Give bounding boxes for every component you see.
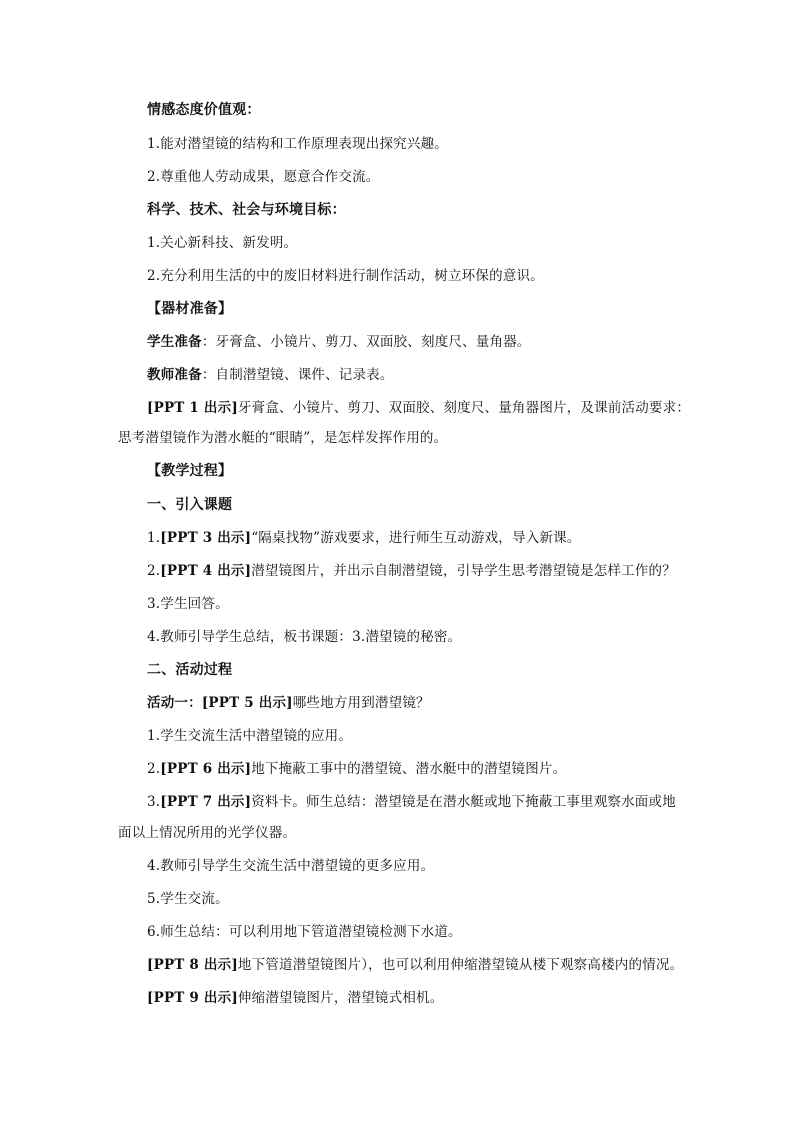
paragraph-ppt3: [147, 529, 581, 547]
paragraph: 6.师生总结：可以利用地下管道潜望镜检测下水道。: [147, 924, 462, 940]
ppt-tag: [PPT 8 出示]: [147, 957, 238, 973]
list-number: 2.: [147, 761, 161, 777]
activity-label: 活动一：: [147, 695, 202, 711]
ppt-text: 牙膏盒、小镜片、剪刀、双面胶、刻度尺、量角器图片，及课前活动要求：: [237, 400, 691, 416]
paragraph: 5.学生交流。: [147, 891, 229, 907]
paragraph: 3.学生回答。: [147, 596, 229, 612]
paragraph-ppt1: [147, 399, 690, 417]
paragraph-student-prep: [147, 333, 531, 351]
paragraph: 思考潜望镜作为潜水艇的“眼睛”，是怎样发挥作用的。: [118, 430, 448, 446]
ppt-text: 潜望镜图片，并出示自制潜望镜，引导学生思考潜望镜是怎样工作的？: [251, 563, 676, 579]
paragraph-ppt9: [147, 989, 443, 1007]
paragraph: 1.能对潜望镜的结构和工作原理表现出探究兴趣。: [147, 136, 448, 152]
heading-sts-goals: 科学、技术、社会与环境目标：: [147, 202, 346, 218]
ppt-text: 资料卡。师生总结：潜望镜是在潜水艇或地下掩蔽工事里观察水面或地: [251, 794, 676, 810]
ppt-text: “隔桌找物”游戏要求，进行师生互动游戏，导入新课。: [251, 530, 581, 546]
ppt-tag: [PPT 6 出示]: [160, 761, 252, 777]
heading-teaching-process: 【教学过程】: [147, 463, 233, 479]
ppt-text: 地下掩蔽工事中的潜望镜、潜水艇中的潜望镜图片。: [251, 761, 567, 777]
paragraph-ppt7: [147, 793, 676, 811]
text-student-prep: ：牙膏盒、小镜片、剪刀、双面胶、刻度尺、量角器。: [201, 334, 531, 350]
paragraph-teacher-prep: [147, 366, 394, 384]
paragraph-ppt8: [147, 956, 683, 974]
paragraph-ppt4: [147, 562, 676, 580]
list-number: 1.: [147, 530, 161, 546]
ppt-text: 地下管道潜望镜图片），也可以利用伸缩潜望镜从楼下观察高楼内的情况。: [237, 957, 684, 973]
ppt-tag: [PPT 1 出示]: [147, 400, 238, 416]
paragraph: 4.教师引导学生交流生活中潜望镜的更多应用。: [147, 858, 435, 874]
paragraph-ppt6: [147, 760, 566, 778]
paragraph-activity-one: [147, 694, 430, 712]
paragraph: 1.学生交流生活中潜望镜的应用。: [147, 728, 353, 744]
heading-activities: 二、活动过程: [147, 662, 233, 678]
paragraph: 2.充分利用生活的中的废旧材料进行制作活动，树立环保的意识。: [147, 268, 544, 284]
ppt-tag: [PPT 7 出示]: [160, 794, 252, 810]
heading-intro: 一、引入课题: [147, 497, 233, 513]
list-number: 2.: [147, 563, 161, 579]
paragraph: 4.教师引导学生总结，板书课题：3.潜望镜的秘密。: [147, 629, 462, 645]
ppt-text: 哪些地方用到潜望镜？: [292, 695, 430, 711]
list-number: 3.: [147, 794, 161, 810]
text-teacher-prep: ：自制潜望镜、课件、记录表。: [201, 367, 394, 383]
paragraph: 面以上情况所用的光学仪器。: [118, 825, 297, 841]
label-teacher-prep: 教师准备: [147, 367, 202, 383]
paragraph: 2.尊重他人劳动成果，愿意合作交流。: [147, 169, 380, 185]
ppt-tag: [PPT 4 出示]: [160, 563, 252, 579]
heading-attitude-values: 情感态度价值观：: [147, 102, 261, 118]
label-student-prep: 学生准备: [147, 334, 202, 350]
ppt-tag: [PPT 5 出示]: [201, 695, 293, 711]
paragraph: 1.关心新科技、新发明。: [147, 235, 298, 251]
ppt-tag: [PPT 3 出示]: [160, 530, 252, 546]
ppt-text: 伸缩潜望镜图片，潜望镜式相机。: [237, 990, 444, 1006]
heading-materials: 【器材准备】: [147, 301, 233, 317]
ppt-tag: [PPT 9 出示]: [147, 990, 238, 1006]
